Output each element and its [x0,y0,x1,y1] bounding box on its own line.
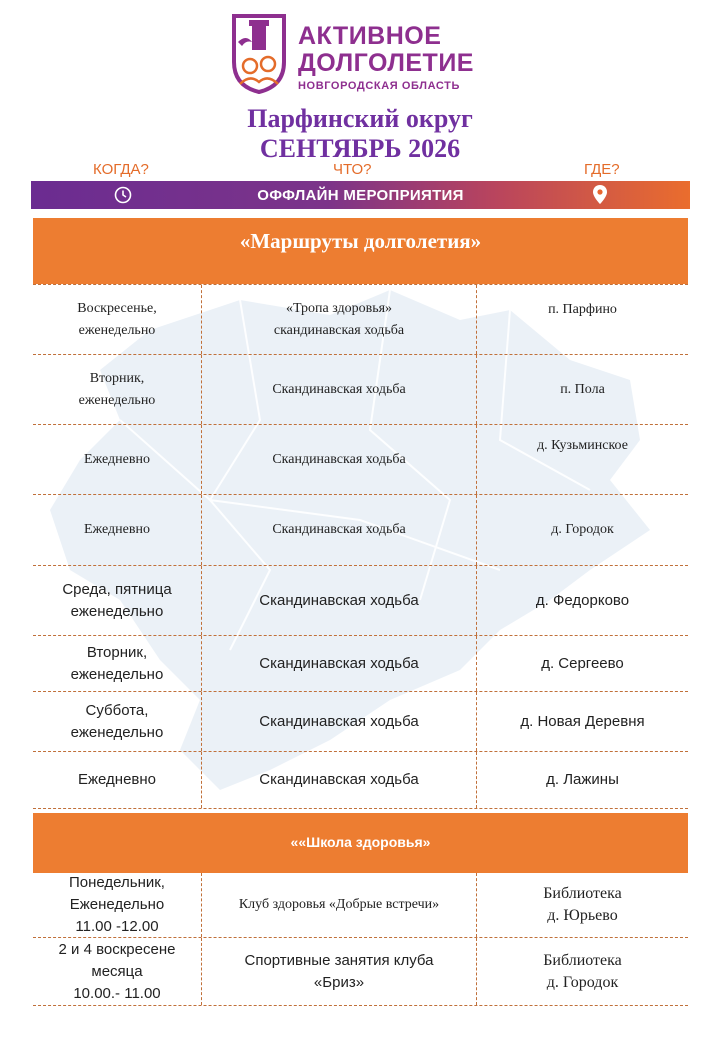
what-cell: «Тропа здоровья» скандинавская ходьба [201,285,477,354]
table-row [33,692,688,752]
what-cell: Скандинавская ходьба [201,566,477,635]
table-row [33,495,688,566]
location-pin-icon [593,185,607,204]
offline-events-bar [31,181,690,209]
table-row [33,566,688,636]
table-row [33,873,688,938]
when-line: Еженедельно [69,896,165,913]
where-line: д. Юрьево [547,907,618,924]
what-cell [201,938,477,1005]
district-title: Парфинский округ [247,104,473,133]
when-cell: Вторник, еженедельно [70,643,164,683]
when-cell: Среда, пятница еженедельно [62,580,172,620]
what-cell: Скандинавская ходьба [201,495,477,565]
where-cell [477,873,688,937]
table-row [33,284,688,355]
when-line: 11.00 -12.00 [75,918,159,935]
column-where-label: ГДЕ? [584,161,620,178]
what-line: «Бриз» [313,973,365,991]
when-cell: Суббота, еженедельно [70,701,164,741]
column-when-label: КОГДА? [93,161,149,178]
table-row [33,636,688,692]
where-line: Библиотека [543,885,622,902]
section-title: «Маршруты долголетия» [239,229,482,253]
table-row [33,425,688,495]
when-line: 2 и 4 воскресене [58,940,176,958]
where-cell [477,938,688,1005]
where-cell: д. Новая Деревня [520,712,645,730]
where-cell: п. Парфино [548,302,617,317]
logo-line-3: НОВГОРОДСКАЯ ОБЛАСТЬ [298,80,460,92]
when-cell: Воскресенье, еженедельно [77,300,157,338]
where-cell: п. Пола [560,381,605,397]
what-cell: Скандинавская ходьба [201,355,477,424]
where-cell: д. Лажины [546,771,619,788]
logo-line-1: АКТИВНОЕ [298,22,442,50]
column-what-label: ЧТО? [333,161,372,178]
section-title: ««Школа здоровья» [290,834,431,850]
period-title: СЕНТЯБРЬ 2026 [259,134,461,163]
what-cell: Скандинавская ходьба [201,425,477,494]
what-cell: Скандинавская ходьба [201,692,477,751]
when-line: 10.00.- 11.00 [73,984,161,1002]
section-header-routes [33,218,688,284]
where-cell: д. Городок [551,522,614,537]
where-line: д. Городок [546,973,619,991]
logo [228,10,498,96]
table-row [33,752,688,809]
table-row [33,938,688,1006]
logo-emblem-icon [228,12,290,94]
where-cell: д. Сергеево [541,654,624,672]
where-cell: д. Федорково [535,591,630,609]
what-cell: Клуб здоровья «Добрые встречи» [201,873,477,937]
when-line: месяца [91,962,143,980]
where-cell: д. Кузьминское [537,438,628,453]
when-cell [33,938,201,1005]
when-cell: Ежедневно [77,771,157,788]
what-cell: Скандинавская ходьба [201,752,477,808]
when-cell [33,873,201,937]
logo-line-2: ДОЛГОЛЕТИЕ [298,49,474,77]
table-row [33,355,688,425]
offline-events-label: ОФФЛАЙН МЕРОПРИЯТИЯ [257,187,464,204]
when-cell: Ежедневно [83,451,150,467]
when-line: Понедельник, [69,874,165,891]
what-line: Спортивные занятия клуба [244,951,434,969]
section-header-health-school [33,813,688,873]
when-cell: Ежедневно [83,522,150,537]
what-cell: Скандинавская ходьба [201,636,477,691]
where-line: Библиотека [543,951,622,969]
when-cell: Вторник, еженедельно [78,370,156,408]
